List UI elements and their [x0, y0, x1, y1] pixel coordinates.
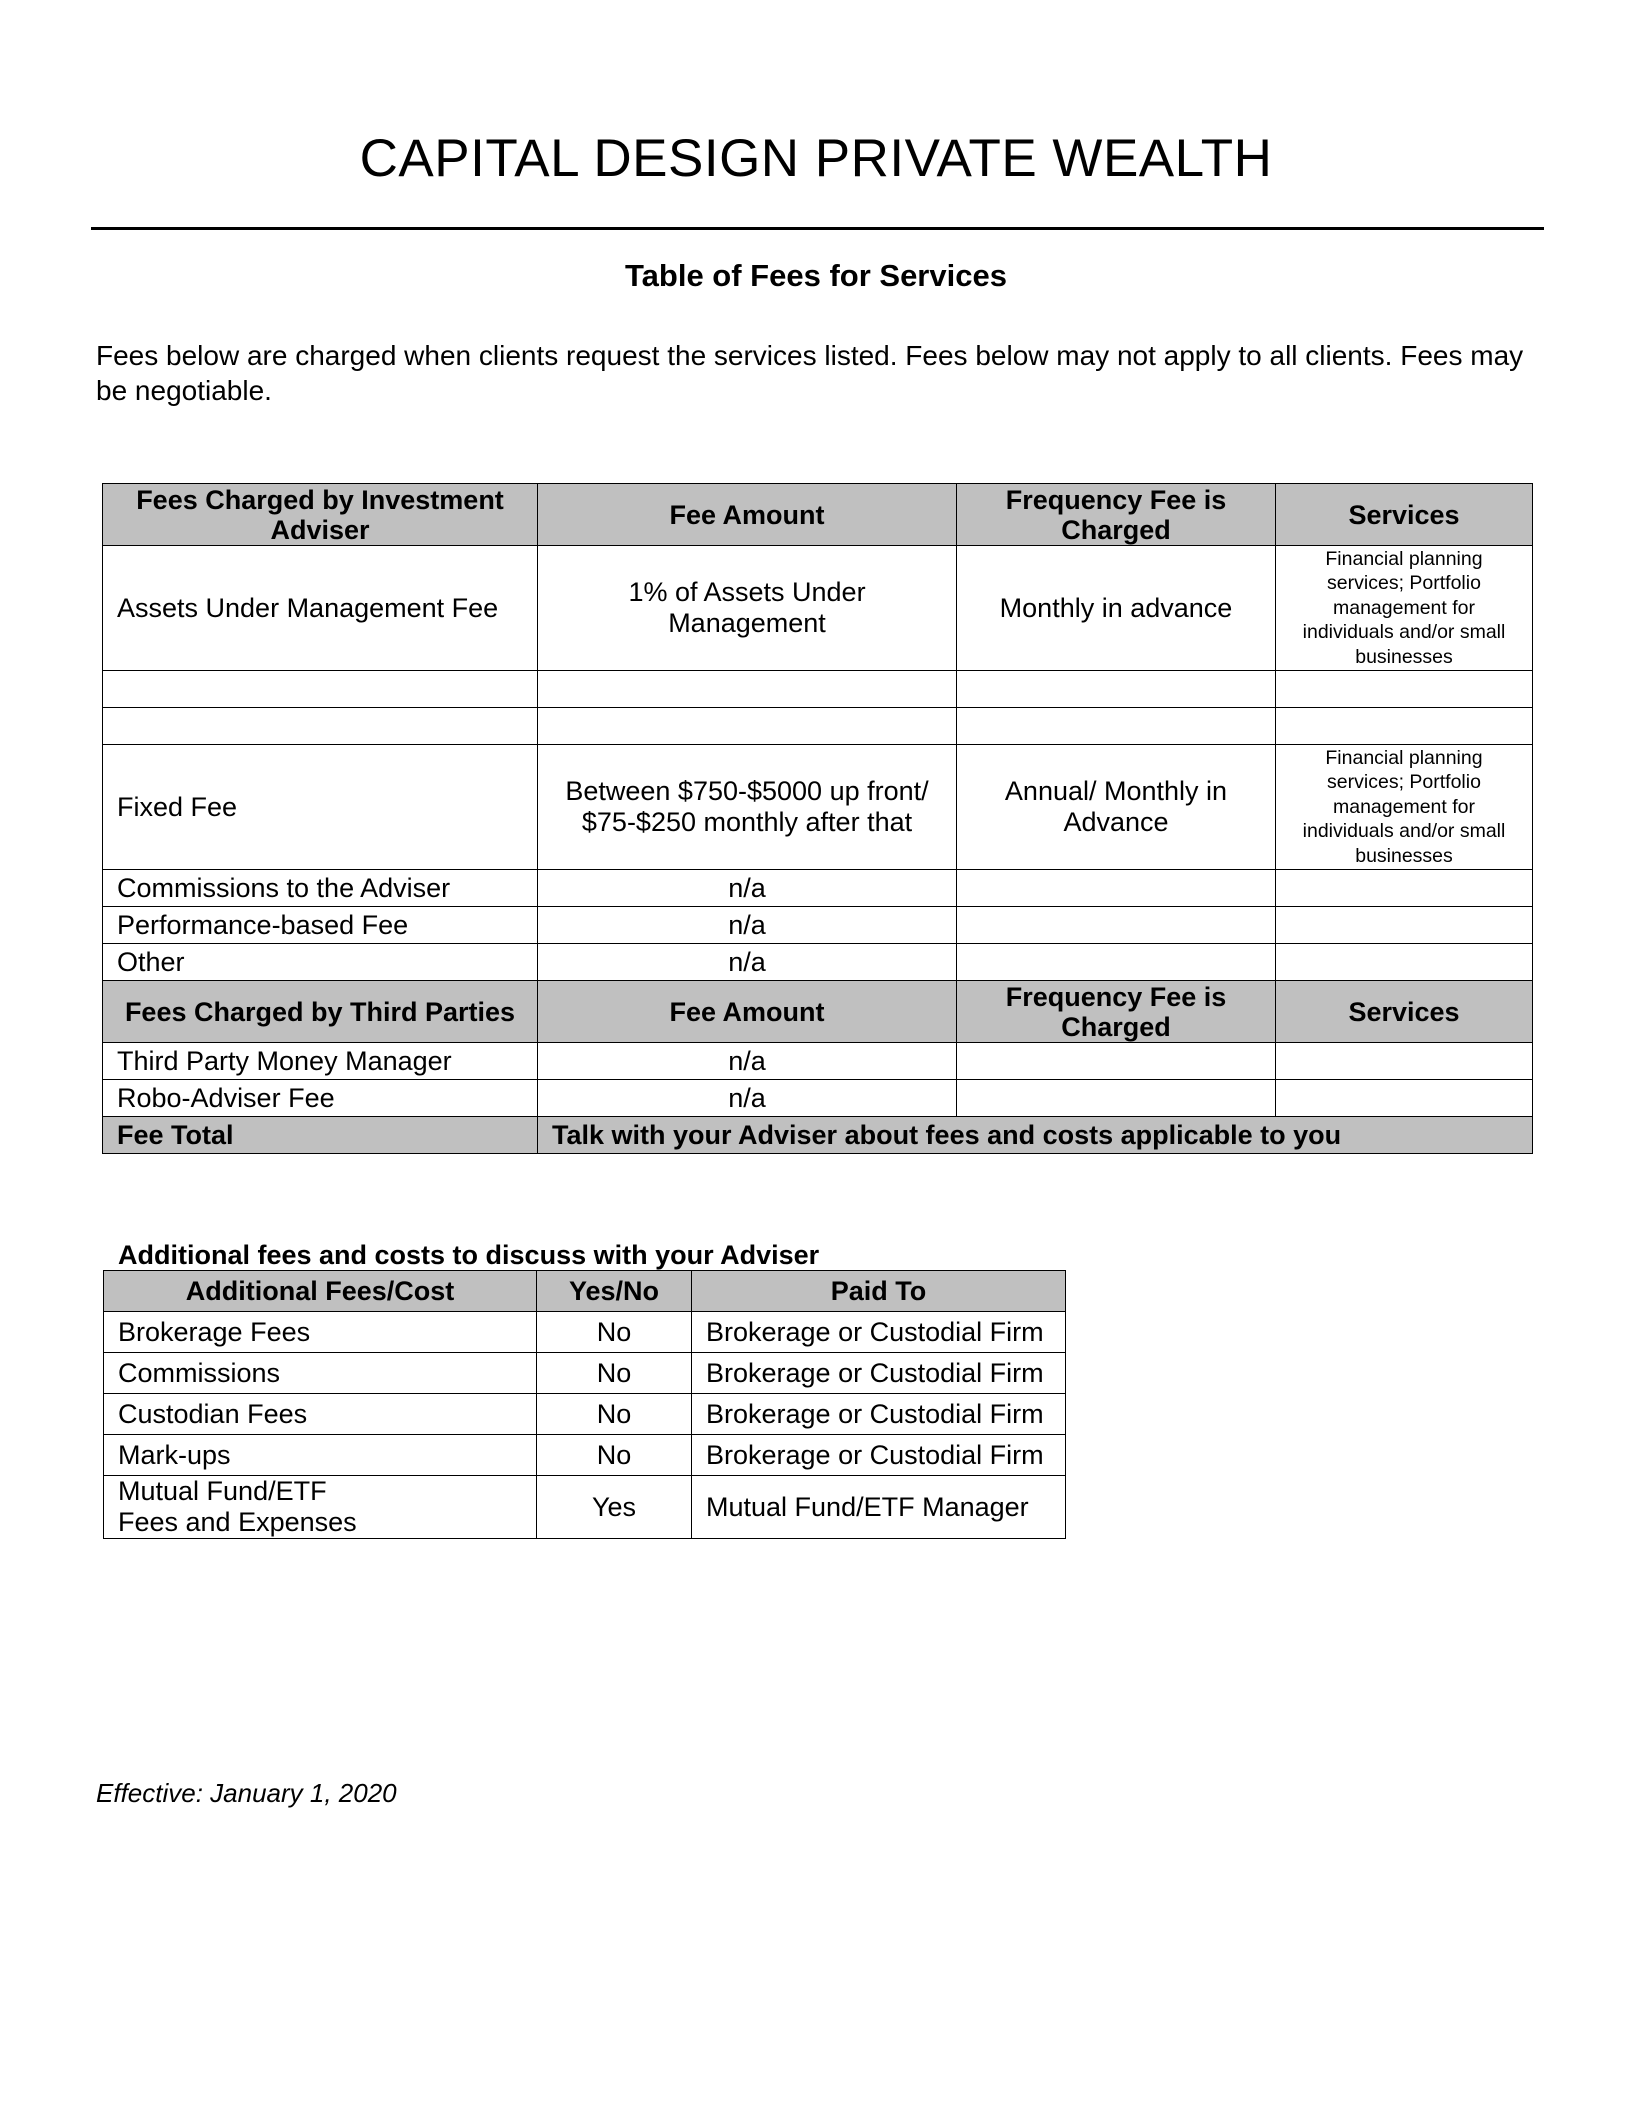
cost-name-line1: Mutual Fund/ETF	[118, 1476, 327, 1506]
fee-amount: n/a	[538, 1080, 957, 1117]
table-row	[103, 944, 1533, 981]
fee-name: Fixed Fee	[103, 745, 538, 870]
fee-services: Financial planning services; Portfolio management for individuals and/or small businesses	[1276, 745, 1533, 870]
table-row	[103, 745, 1533, 870]
fee-amount: n/a	[538, 870, 957, 907]
empty-row	[103, 708, 1533, 745]
page-subtitle: Table of Fees for Services	[625, 258, 1007, 293]
fees-table	[102, 483, 1533, 1154]
fee-total-label: Fee Total	[103, 1117, 538, 1154]
header-fees-charged-adviser: Fees Charged by Investment Adviser	[103, 484, 538, 546]
intro-paragraph: Fees below are charged when clients request the services listed. Fees below may not apply to all clients. Fees may be negotiable.	[96, 340, 1524, 406]
header-services: Services	[1276, 981, 1533, 1043]
adviser-header-row	[103, 484, 1533, 546]
fee-amount: n/a	[538, 907, 957, 944]
header-paid-to: Paid To	[692, 1271, 1066, 1312]
additional-fees-title: Additional fees and costs to discuss with your Adviser	[118, 1240, 820, 1270]
fee-name: Other	[103, 944, 538, 981]
header-fee-amount: Fee Amount	[538, 981, 957, 1043]
table-row	[104, 1312, 1066, 1353]
fee-total-row	[103, 1117, 1533, 1154]
fee-frequency: Monthly in advance	[957, 546, 1276, 671]
cost-paid-to: Brokerage or Custodial Firm	[692, 1435, 1066, 1476]
additional-fees-table	[103, 1270, 1066, 1539]
header-services: Services	[1276, 484, 1533, 546]
table-row	[104, 1476, 1066, 1539]
empty-row	[103, 671, 1533, 708]
cost-paid-to: Brokerage or Custodial Firm	[692, 1394, 1066, 1435]
fee-name: Assets Under Management Fee	[103, 546, 538, 671]
table-row	[103, 907, 1533, 944]
header-additional-cost: Additional Fees/Cost	[104, 1271, 537, 1312]
fee-amount: Between $750-$5000 up front/ $75-$250 monthly after that	[538, 745, 957, 870]
cost-yes-no: No	[537, 1353, 692, 1394]
table-row	[103, 1080, 1533, 1117]
header-frequency: Frequency Fee is Charged	[957, 484, 1276, 546]
cost-name-line2: Fees and Expenses	[118, 1507, 357, 1537]
company-title: CAPITAL DESIGN PRIVATE WEALTH	[359, 129, 1273, 188]
additional-header-row	[104, 1271, 1066, 1312]
fee-amount: n/a	[538, 944, 957, 981]
title-divider	[91, 227, 1544, 230]
fee-amount: n/a	[538, 1043, 957, 1080]
table-row	[104, 1353, 1066, 1394]
cost-yes-no: No	[537, 1435, 692, 1476]
cost-name: Mark-ups	[104, 1435, 537, 1476]
cost-yes-no: No	[537, 1312, 692, 1353]
cost-paid-to: Mutual Fund/ETF Manager	[692, 1476, 1066, 1539]
cost-name: Custodian Fees	[104, 1394, 537, 1435]
table-row	[103, 1043, 1533, 1080]
fee-amount: 1% of Assets Under Management	[538, 546, 957, 671]
fee-name: Commissions to the Adviser	[103, 870, 538, 907]
header-fees-charged-third-parties: Fees Charged by Third Parties	[103, 981, 538, 1043]
table-row	[103, 546, 1533, 671]
fee-name: Third Party Money Manager	[103, 1043, 538, 1080]
cost-paid-to: Brokerage or Custodial Firm	[692, 1353, 1066, 1394]
third-party-header-row	[103, 981, 1533, 1043]
fee-total-note: Talk with your Adviser about fees and costs applicable to you	[538, 1117, 1533, 1154]
header-yes-no: Yes/No	[537, 1271, 692, 1312]
cost-name: Brokerage Fees	[104, 1312, 537, 1353]
cost-name: Commissions	[104, 1353, 537, 1394]
fee-name: Performance-based Fee	[103, 907, 538, 944]
table-row	[103, 870, 1533, 907]
cost-name	[104, 1476, 537, 1539]
cost-yes-no: No	[537, 1394, 692, 1435]
fee-frequency: Annual/ Monthly in Advance	[957, 745, 1276, 870]
fee-name: Robo-Adviser Fee	[103, 1080, 538, 1117]
cost-paid-to: Brokerage or Custodial Firm	[692, 1312, 1066, 1353]
header-frequency: Frequency Fee is Charged	[957, 981, 1276, 1043]
table-row	[104, 1435, 1066, 1476]
table-row	[104, 1394, 1066, 1435]
effective-date: Effective: January 1, 2020	[96, 1778, 397, 1808]
fee-services: Financial planning services; Portfolio management for individuals and/or small businesses	[1276, 546, 1533, 671]
cost-yes-no: Yes	[537, 1476, 692, 1539]
header-fee-amount: Fee Amount	[538, 484, 957, 546]
